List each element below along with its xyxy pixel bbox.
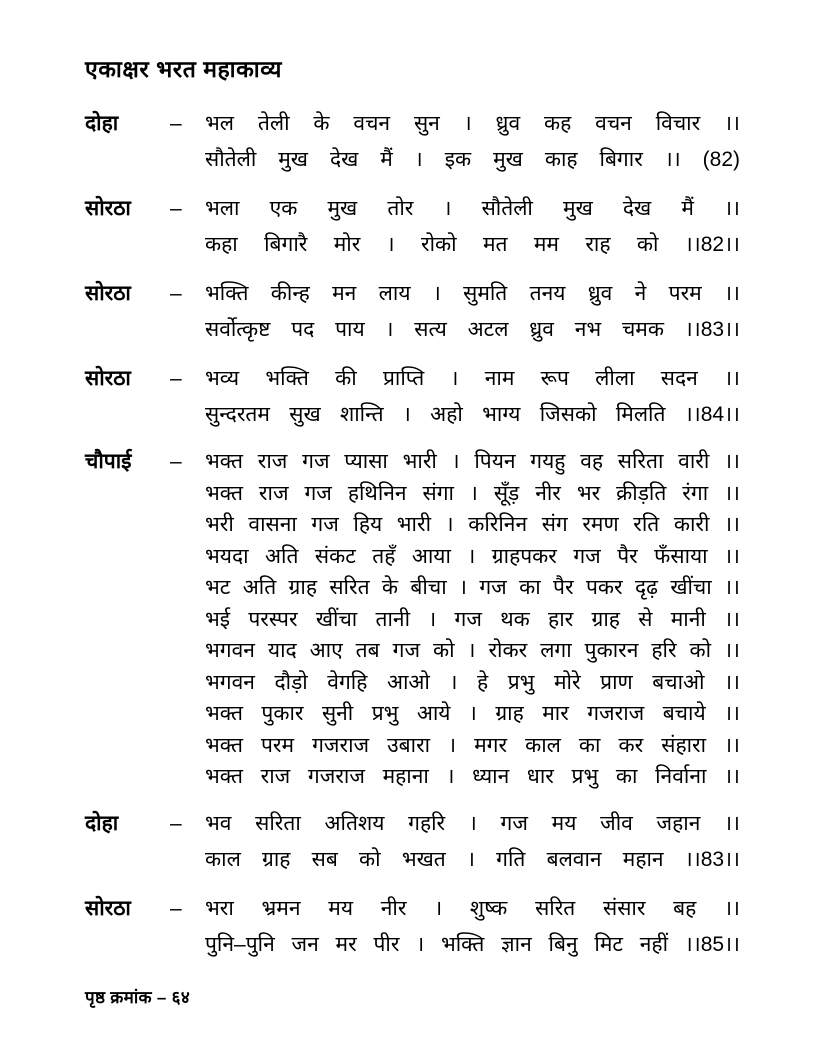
verse-line: भक्त राज गज प्यासा भारी । पियन गयहु वह सरिता वारी ।। [205, 450, 740, 473]
verse-line: भट अति ग्राह सरित के बीचा । गज का पैर पकर दृढ़ खींचा ।। [205, 576, 740, 599]
dash-separator: – [170, 197, 182, 220]
verse-line: भला एक मुख तोर । सौतेली मुख देख मैं ।। [205, 197, 740, 220]
verse-block-chaupai [85, 446, 740, 793]
verse-line: भक्त राज गज हथिनिन संगा । सूँड़ नीर भर क्रीड़ति रंगा ।। [205, 481, 740, 505]
verse-block-doha-83 [85, 806, 740, 878]
document-title: एकाक्षर भरत महाकाव्य [85, 56, 282, 82]
verse-label: सोरठा [85, 896, 131, 920]
verse-block-sortha-84 [85, 361, 740, 433]
verse-lines [205, 106, 740, 178]
verse-lines [205, 891, 740, 963]
verse-label: सोरठा [85, 197, 131, 220]
verse-line: भगवन दौड़ो वेगहि आओ । हे प्रभु मोरे प्राण बचाओ ।। [205, 670, 740, 694]
verse-line: भक्त परम गजराज उबारा । मगर काल का कर संहारा ।। [205, 733, 740, 757]
dash-separator: – [170, 811, 182, 835]
verse-list [85, 106, 740, 963]
verse-line: सुन्दरतम सुख शान्ति । अहो भाग्य जिसको मिलति ।।84।। [205, 403, 740, 426]
verse-block-sortha-82 [85, 191, 740, 263]
dash-separator: – [170, 367, 182, 390]
verse-lines [205, 361, 740, 433]
verse-lines [205, 446, 740, 793]
verse-block-doha-82 [85, 106, 740, 178]
verse-line: कहा बिगारै मोर । रोको मत मम राह को ।।82।। [205, 233, 740, 256]
dash-separator: – [170, 112, 182, 135]
verse-line: भरी वासना गज हिय भारी । करिनिन संग रमण रति कारी ।। [205, 513, 740, 536]
dash-separator: – [170, 450, 182, 473]
verse-line: काल ग्राह सब को भखत । गति बलवान महान ।।83।। [205, 847, 740, 871]
verse-line: भयदा अति संकट तहँ आया । ग्राहपकर गज पैर फँसाया ।। [205, 544, 740, 568]
verse-line: भव्य भक्ति की प्राप्ति । नाम रूप लीला सदन ।। [205, 367, 740, 390]
verse-block-sortha-85 [85, 891, 740, 963]
page-number: पृष्ठ क्रमांक – ६४ [85, 988, 190, 1007]
verse-line: सर्वोत्कृष्ट पद पाय । सत्य अटल ध्रुव नभ चमक ।।83।। [205, 318, 740, 341]
verse-label: चौपाई [85, 450, 132, 473]
verse-label: सोरठा [85, 282, 131, 305]
verse-label: सोरठा [85, 367, 131, 390]
verse-lines [205, 191, 740, 263]
verse-lines [205, 276, 740, 348]
dash-separator: – [170, 896, 182, 920]
verse-line: भरा भ्रमन मय नीर । शुष्क सरित संसार बह ।। [205, 896, 740, 920]
verse-line: सौतेली मुख देख मैं । इक मुख काह बिगार ।। (82) [205, 148, 740, 171]
verse-line: पुनि–पुनि जन मर पीर । भक्ति ज्ञान बिनु मिट नहीं ।।85।। [205, 932, 740, 956]
verse-line: भगवन याद आए तब गज को । रोकर लगा पुकारन हरि को ।। [205, 639, 740, 662]
verse-lines [205, 806, 740, 878]
verse-line: भक्ति कीन्ह मन लाय । सुमति तनय ध्रुव ने परम ।। [205, 282, 740, 305]
verse-line: भक्त पुकार सुनी प्रभु आये । ग्राह मार गजराज बचाये ।। [205, 702, 740, 725]
verse-block-sortha-83 [85, 276, 740, 348]
verse-line: भई परस्पर खींचा तानी । गज थक हार ग्राह से मानी ।। [205, 607, 740, 631]
verse-line: भल तेली के वचन सुन । ध्रुव कह वचन विचार ।। [205, 112, 740, 135]
verse-line: भव सरिता अतिशय गहरि । गज मय जीव जहान ।। [205, 811, 740, 835]
dash-separator: – [170, 282, 182, 305]
verse-label: दोहा [85, 112, 119, 135]
verse-label: दोहा [85, 811, 119, 835]
verse-line: भक्त राज गजराज महाना । ध्यान धार प्रभु का निर्वाना ।। [205, 765, 740, 788]
